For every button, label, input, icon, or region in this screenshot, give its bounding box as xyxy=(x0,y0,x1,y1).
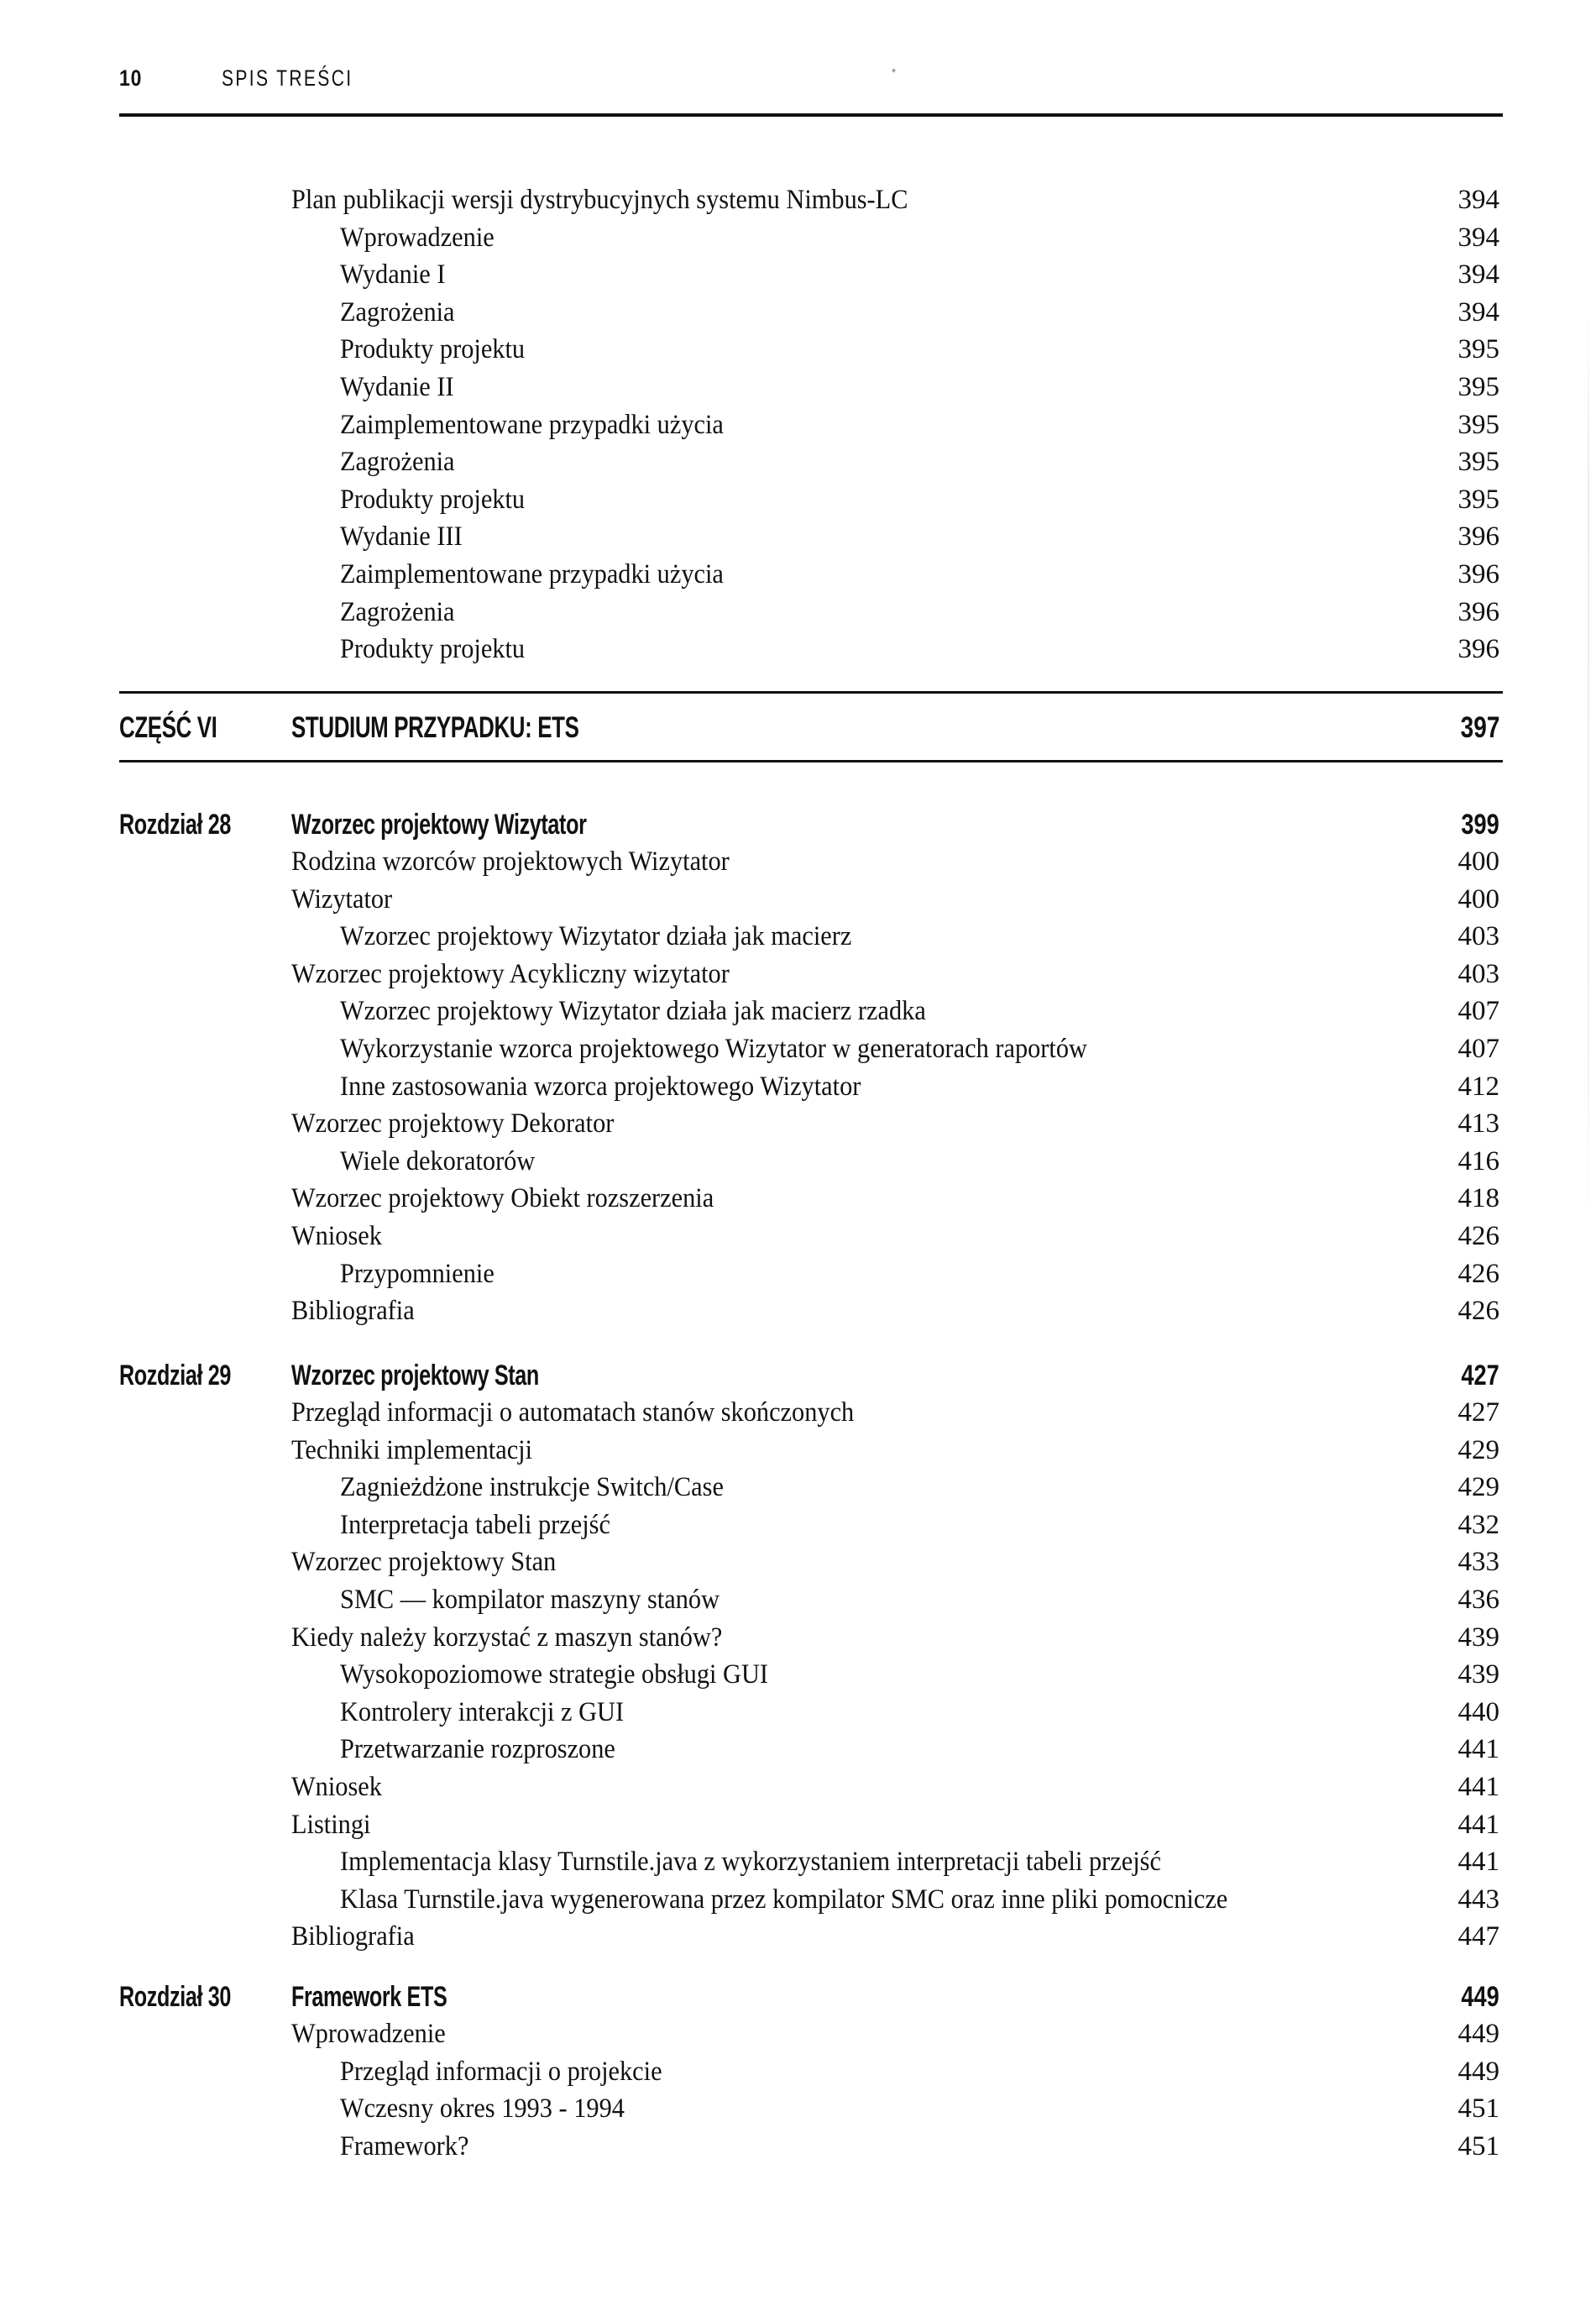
toc-entry-page: 441 xyxy=(1457,1734,1499,1765)
toc-entry[interactable] xyxy=(0,594,1596,631)
toc-entry[interactable] xyxy=(0,181,1596,218)
toc-entry-title: Wydanie II xyxy=(340,372,454,402)
toc-entry[interactable] xyxy=(0,2128,1596,2165)
toc-entry[interactable] xyxy=(0,1143,1596,1180)
toc-entry-title: Wzorzec projektowy Dekorator xyxy=(291,1108,615,1140)
toc-entry[interactable] xyxy=(0,1843,1596,1880)
toc-entry-page: 443 xyxy=(1457,1884,1499,1915)
chapter-heading[interactable] xyxy=(0,1977,1596,2017)
scan-artifact: ⁎ xyxy=(892,65,896,75)
toc-entry-page: 429 xyxy=(1457,1472,1499,1503)
toc-entry-title: Wizytator xyxy=(291,883,393,914)
toc-entry-title: Przetwarzanie rozproszone xyxy=(340,1734,615,1765)
toc-entry[interactable] xyxy=(0,1105,1596,1142)
toc-entry-page: 416 xyxy=(1457,1145,1499,1176)
toc-entry-title: Zagrożenia xyxy=(340,296,455,327)
toc-entry-page: 418 xyxy=(1457,1183,1499,1214)
toc-entry-title: Zagrożenia xyxy=(340,447,455,478)
toc-entry-page: 449 xyxy=(1457,2056,1499,2087)
toc-entry[interactable] xyxy=(0,1768,1596,1805)
toc-entry-title: Wprowadzenie xyxy=(291,2019,446,2049)
toc-entry[interactable] xyxy=(0,1656,1596,1693)
toc-entry-page: 429 xyxy=(1457,1434,1499,1465)
chapter-title: Framework ETS xyxy=(291,1981,447,2013)
toc-entry-title: Wysokopoziomowe strategie obsługi GUI xyxy=(340,1659,768,1690)
toc-entry-page: 394 xyxy=(1457,259,1499,291)
toc-entry[interactable] xyxy=(0,481,1596,518)
toc-entry-title: Wiele dekoratorów xyxy=(340,1145,536,1176)
toc-entry-title: Techniki implementacji xyxy=(291,1434,533,1465)
toc-entry-page: 395 xyxy=(1457,484,1499,515)
toc-entry-page: 441 xyxy=(1457,1772,1499,1802)
toc-entry[interactable] xyxy=(0,631,1596,668)
chapter-label: Rozdział 30 xyxy=(119,1981,231,2013)
header-rule xyxy=(119,113,1503,117)
toc-entry-title: Przypomnienie xyxy=(340,1258,494,1289)
toc-entry-page: 394 xyxy=(1457,185,1499,215)
toc-entry[interactable] xyxy=(0,1394,1596,1431)
toc-entry[interactable] xyxy=(0,219,1596,256)
toc-entry-page: 441 xyxy=(1457,1847,1499,1878)
chapter-page-number: 399 xyxy=(1461,809,1499,841)
toc-entry-title: Listingi xyxy=(291,1809,371,1840)
toc-entry-page: 439 xyxy=(1457,1622,1499,1653)
toc-entry-page: 440 xyxy=(1457,1696,1499,1727)
toc-entry-title: SMC — kompilator maszyny stanów xyxy=(340,1585,720,1615)
toc-entry-page: 395 xyxy=(1457,334,1499,365)
toc-entry[interactable] xyxy=(0,1543,1596,1580)
toc-entry[interactable] xyxy=(0,1881,1596,1918)
toc-entry[interactable] xyxy=(0,1218,1596,1255)
toc-entry[interactable] xyxy=(0,1581,1596,1618)
toc-entry[interactable] xyxy=(0,1432,1596,1469)
toc-entry-title: Wydanie I xyxy=(340,259,446,291)
toc-entry[interactable] xyxy=(0,1255,1596,1292)
scan-edge-shadow xyxy=(1588,302,1589,1226)
toc-entry-title: Przegląd informacji o projekcie xyxy=(340,2056,662,2087)
toc-entry-title: Produkty projektu xyxy=(340,634,526,665)
toc-entry[interactable] xyxy=(0,1180,1596,1217)
toc-entry-title: Wykorzystanie wzorca projektowego Wizytator w generatorach raportów xyxy=(340,1034,1087,1064)
toc-entry-title: Wczesny okres 1993 - 1994 xyxy=(340,2093,625,2125)
toc-entry-page: 403 xyxy=(1457,921,1499,952)
toc-entry-page: 403 xyxy=(1457,958,1499,989)
part-rule-top xyxy=(119,691,1503,694)
toc-entry-title: Zaimplementowane przypadki użycia xyxy=(340,409,724,440)
toc-entry[interactable] xyxy=(0,1619,1596,1656)
toc-entry-page: 426 xyxy=(1457,1221,1499,1251)
toc-entry-title: Implementacja klasy Turnstile.java z wykorzystaniem interpretacji tabeli przejść xyxy=(340,1847,1161,1878)
toc-entry[interactable] xyxy=(0,881,1596,918)
part-rule-bottom xyxy=(119,760,1503,762)
toc-entry-title: Kontrolery interakcji z GUI xyxy=(340,1696,625,1727)
toc-entry-title: Inne zastosowania wzorca projektowego Wizytator xyxy=(340,1071,861,1102)
toc-entry-title: Zagrożenia xyxy=(340,596,455,627)
toc-entry[interactable] xyxy=(0,1731,1596,1768)
toc-entry[interactable] xyxy=(0,843,1596,880)
toc-entry-title: Wzorzec projektowy Wizytator działa jak macierz xyxy=(340,921,852,952)
toc-entry-page: 396 xyxy=(1457,559,1499,589)
toc-entry-title: Wzorzec projektowy Obiekt rozszerzenia xyxy=(291,1183,714,1214)
toc-entry-title: Wzorzec projektowy Stan xyxy=(291,1547,557,1578)
toc-entry-page: 413 xyxy=(1457,1108,1499,1140)
toc-entry-page: 394 xyxy=(1457,296,1499,327)
toc-entry-page: 395 xyxy=(1457,409,1499,440)
toc-entry[interactable] xyxy=(0,294,1596,331)
toc-entry-page: 427 xyxy=(1457,1397,1499,1428)
toc-entry-title: Wniosek xyxy=(291,1772,382,1802)
running-head-title: SPIS TREŚCI xyxy=(222,65,353,91)
toc-entry-title: Rodzina wzorców projektowych Wizytator xyxy=(291,846,730,877)
toc-entry-page: 432 xyxy=(1457,1509,1499,1540)
toc-entry-title: Wniosek xyxy=(291,1221,382,1251)
toc-entry[interactable] xyxy=(0,1506,1596,1543)
page-number: 10 xyxy=(119,65,143,91)
toc-entry-title: Klasa Turnstile.java wygenerowana przez kompilator SMC oraz inne pliki pomocnicze xyxy=(340,1884,1228,1915)
toc-entry[interactable] xyxy=(0,256,1596,293)
toc-entry-page: 433 xyxy=(1457,1547,1499,1578)
toc-entry-page: 439 xyxy=(1457,1659,1499,1690)
toc-entry-page: 441 xyxy=(1457,1809,1499,1840)
toc-entry-page: 407 xyxy=(1457,1034,1499,1064)
toc-entry-title: Wzorzec projektowy Wizytator działa jak macierz rzadka xyxy=(340,996,926,1027)
chapter-page-number: 427 xyxy=(1461,1360,1499,1391)
toc-entry-title: Produkty projektu xyxy=(340,334,526,365)
toc-entry[interactable] xyxy=(0,2090,1596,2127)
toc-entry[interactable] xyxy=(0,2015,1596,2052)
toc-entry-page: 396 xyxy=(1457,521,1499,553)
toc-entry-page: 407 xyxy=(1457,996,1499,1027)
toc-entry[interactable] xyxy=(0,1292,1596,1329)
toc-entry-page: 412 xyxy=(1457,1071,1499,1102)
part-heading[interactable] xyxy=(0,707,1596,749)
toc-entry-title: Interpretacja tabeli przejść xyxy=(340,1509,610,1540)
part-label: CZĘŚĆ VI xyxy=(119,711,217,744)
toc-entry[interactable] xyxy=(0,1806,1596,1843)
toc-entry-page: 426 xyxy=(1457,1296,1499,1327)
chapter-heading[interactable] xyxy=(0,804,1596,845)
toc-entry-title: Bibliografia xyxy=(291,1921,415,1952)
chapter-title: Wzorzec projektowy Wizytator xyxy=(291,809,587,841)
toc-entry[interactable] xyxy=(0,369,1596,406)
toc-entry-title: Framework? xyxy=(340,2130,469,2161)
toc-entry-title: Wydanie III xyxy=(340,521,463,553)
toc-entry-page: 400 xyxy=(1457,846,1499,877)
toc-entry[interactable] xyxy=(0,1030,1596,1067)
toc-entry-title: Kiedy należy korzystać z maszyn stanów? xyxy=(291,1622,723,1653)
toc-entry[interactable] xyxy=(0,1694,1596,1731)
part-page-number: 397 xyxy=(1460,711,1499,744)
toc-entry[interactable] xyxy=(0,1068,1596,1105)
toc-entry[interactable] xyxy=(0,993,1596,1030)
toc-entry[interactable] xyxy=(0,518,1596,555)
toc-entry-title: Bibliografia xyxy=(291,1296,415,1327)
part-title: STUDIUM PRZYPADKU: ETS xyxy=(291,711,579,744)
toc-entry-title: Zaimplementowane przypadki użycia xyxy=(340,559,724,589)
toc-entry-page: 396 xyxy=(1457,634,1499,665)
toc-entry-page: 394 xyxy=(1457,222,1499,253)
toc-entry-page: 436 xyxy=(1457,1585,1499,1615)
toc-entry-title: Zagnieżdżone instrukcje Switch/Case xyxy=(340,1472,724,1503)
toc-entry-title: Produkty projektu xyxy=(340,484,526,515)
toc-entry-page: 396 xyxy=(1457,596,1499,627)
toc-entry-page: 395 xyxy=(1457,447,1499,478)
toc-entry[interactable] xyxy=(0,331,1596,368)
toc-entry-page: 449 xyxy=(1457,2019,1499,2049)
toc-entry[interactable] xyxy=(0,556,1596,593)
toc-entry-page: 395 xyxy=(1457,372,1499,402)
toc-entry-page: 400 xyxy=(1457,883,1499,914)
chapter-label: Rozdział 29 xyxy=(119,1360,231,1391)
toc-entry-title: Przegląd informacji o automatach stanów skończonych xyxy=(291,1397,855,1428)
toc-entry[interactable] xyxy=(0,1918,1596,1955)
toc-entry[interactable] xyxy=(0,443,1596,480)
toc-entry-title: Plan publikacji wersji dystrybucyjnych systemu Nimbus-LC xyxy=(291,185,908,215)
toc-entry[interactable] xyxy=(0,1469,1596,1506)
toc-entry-page: 447 xyxy=(1457,1921,1499,1952)
toc-entry[interactable] xyxy=(0,406,1596,443)
chapter-page-number: 449 xyxy=(1461,1981,1499,2013)
chapter-label: Rozdział 28 xyxy=(119,809,231,841)
toc-entry-page: 451 xyxy=(1457,2130,1499,2161)
chapter-heading[interactable] xyxy=(0,1355,1596,1396)
toc-entry[interactable] xyxy=(0,918,1596,955)
toc-entry[interactable] xyxy=(0,2053,1596,2090)
toc-entry-page: 426 xyxy=(1457,1258,1499,1289)
toc-entry[interactable] xyxy=(0,956,1596,993)
toc-entry-title: Wzorzec projektowy Acykliczny wizytator xyxy=(291,958,730,989)
toc-entry-title: Wprowadzenie xyxy=(340,222,494,253)
toc-entry-page: 451 xyxy=(1457,2093,1499,2125)
chapter-title: Wzorzec projektowy Stan xyxy=(291,1360,539,1391)
